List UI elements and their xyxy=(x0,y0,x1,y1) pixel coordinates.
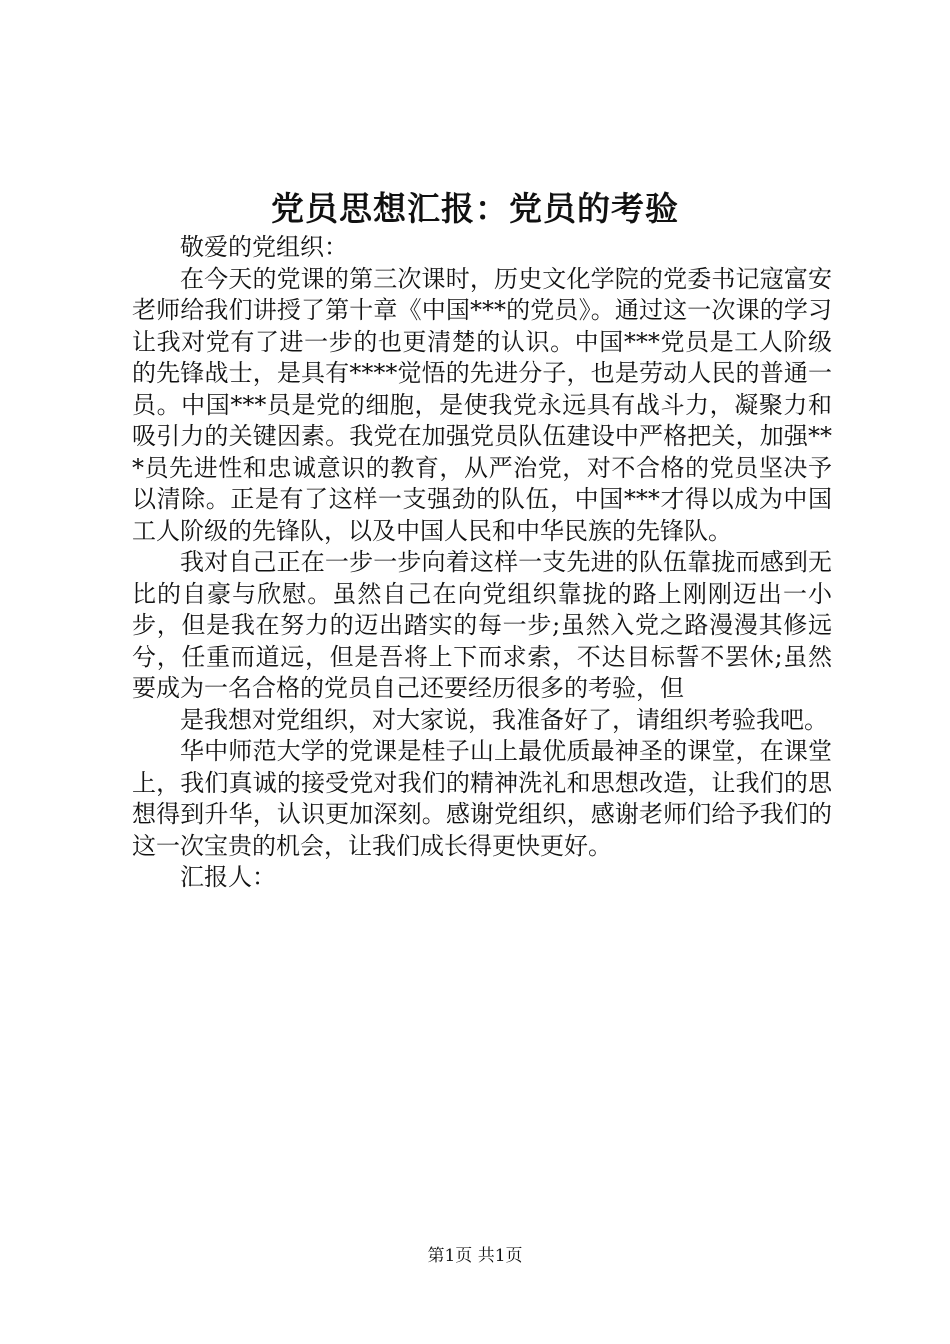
paragraph-1: 在今天的党课的第三次课时，历史文化学院的党委书记寇富安老师给我们讲授了第十章《中国***的党员》。通过这一次课的学习让我对党有了进一步的也更清楚的认识。中国***党员是工人阶级的先锋战士，是具有****觉悟的先进分子，也是劳动人民的普通一员。中国***员是党的细胞，是使我党永远具有战斗力，凝聚力和吸引力的关键因素。我党在加强党员队伍建设中严格把关，加强***员先进性和忠诚意识的教育，从严治党，对不合格的党员坚决予以清除。正是有了这样一支强劲的队伍，中国***才得以成为中国工人阶级的先锋队，以及中国人民和中华民族的先锋队。 xyxy=(132,264,832,545)
document-title: 党员思想汇报：党员的考验 xyxy=(271,189,679,228)
salutation: 敬爱的党组织： xyxy=(180,233,348,261)
signature-line: 汇报人： xyxy=(180,863,276,891)
page-footer: 第1页 共1页 xyxy=(427,1246,523,1266)
paragraph-4: 华中师范大学的党课是桂子山上最优质最神圣的课堂，在课堂上，我们真诚的接受党对我们的精神洗礼和思想改造，让我们的思想得到升华，认识更加深刻。感谢党组织，感谢老师们给予我们的这一次宝贵的机会，让我们成长得更快更好。 xyxy=(132,737,832,860)
document-body xyxy=(132,232,832,894)
paragraph-2: 我对自己正在一步一步向着这样一支先进的队伍靠拢而感到无比的自豪与欣慰。虽然自己在向党组织靠拢的路上刚刚迈出一小步，但是我在努力的迈出踏实的每一步;虽然入党之路漫漫其修远兮，任重而道远，但是吾将上下而求索，不达目标誓不罢休;虽然要成为一名合格的党员自己还要经历很多的考验，但 xyxy=(132,548,832,702)
paragraph-3: 是我想对党组织，对大家说，我准备好了，请组织考验我吧。 xyxy=(180,705,828,734)
